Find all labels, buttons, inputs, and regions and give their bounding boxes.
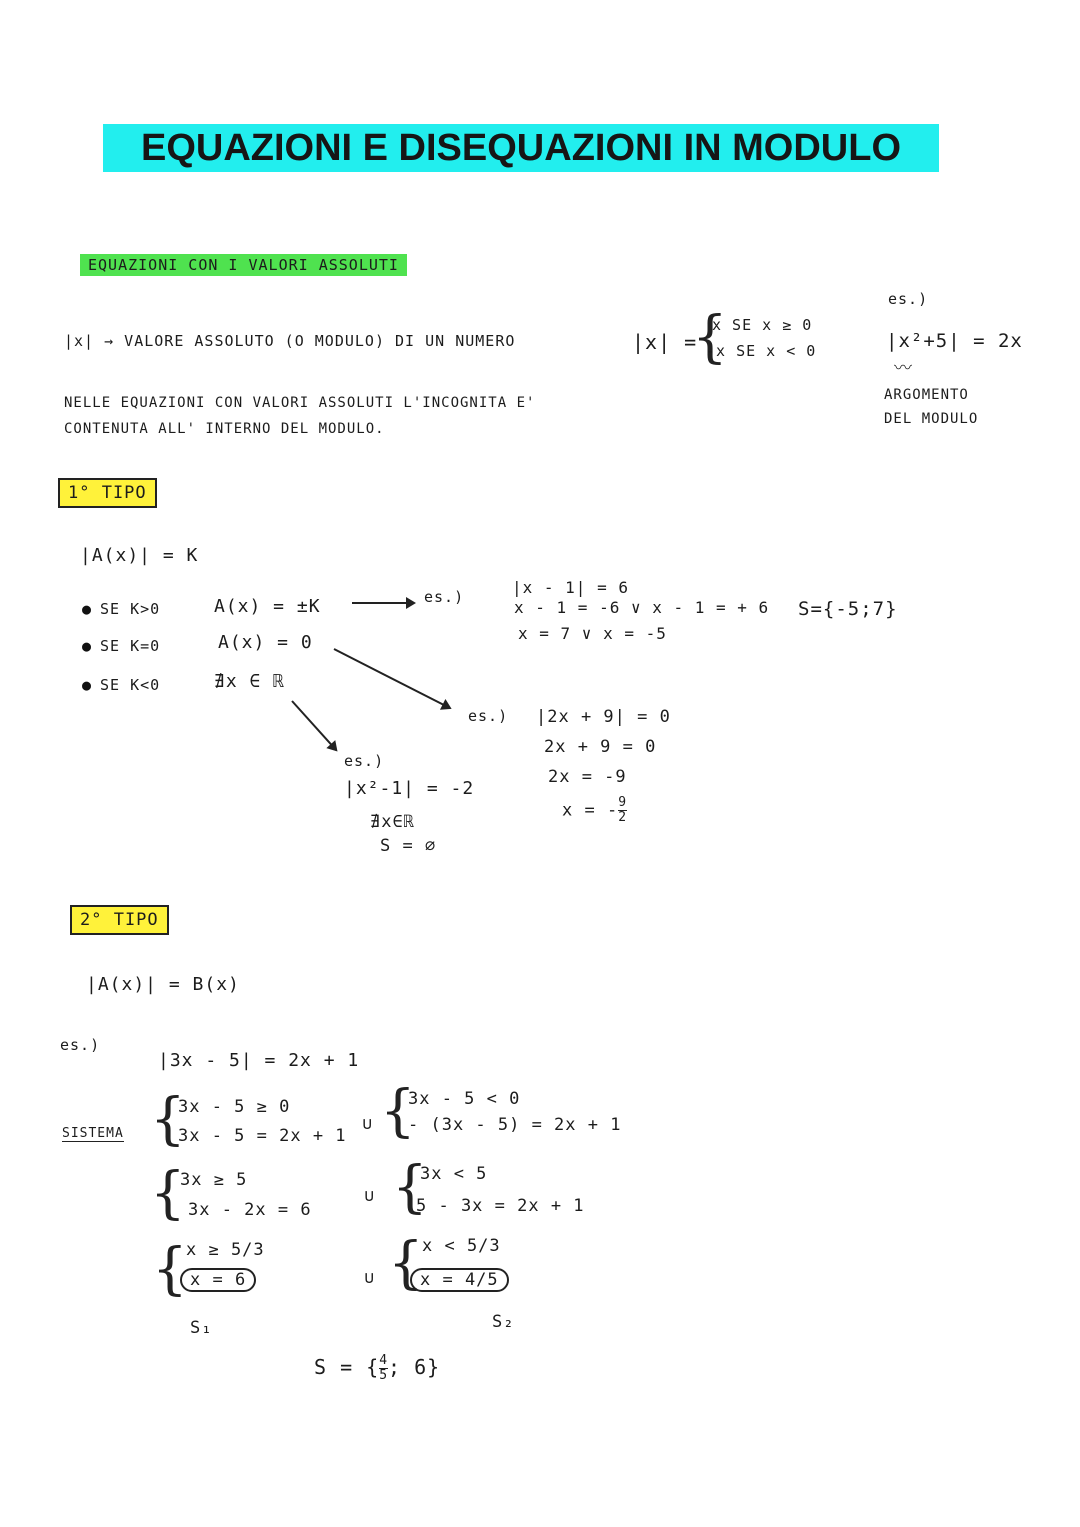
brace-r3b: { [388, 1231, 424, 1296]
ex2-line3: 2x = -9 [548, 767, 627, 787]
bullet: ● [82, 600, 93, 618]
abs-def-case1: x SE x ≥ 0 [712, 316, 813, 334]
r3b-line1: x < 5/3 [422, 1236, 501, 1256]
r1b-line1: 3x - 5 < 0 [408, 1089, 521, 1109]
tipo1-label [58, 483, 157, 503]
union-symbol: ∪ [364, 1268, 376, 1288]
brace-r2b: { [392, 1155, 428, 1220]
case3-result: ∄x ∈ ℝ [214, 671, 286, 692]
s1-label: S₁ [190, 1318, 213, 1338]
solution-circle-2: x = 4/5 [410, 1268, 509, 1292]
brace-r2a: { [150, 1161, 186, 1226]
bullet: ● [82, 637, 93, 655]
final-solution [314, 1354, 440, 1383]
abs-def-lhs: |x| = [632, 330, 698, 354]
arrow-to-example2 [334, 648, 451, 709]
case1-result: A(x) = ±K [214, 596, 321, 617]
argument-underline-wave: 〰 [894, 358, 910, 379]
tipo2-form: |A(x)| = B(x) [86, 974, 240, 995]
bullet: ● [82, 676, 93, 694]
ex1-line1: |x - 1| = 6 [512, 578, 629, 597]
ex3-line3: S = ∅ [380, 836, 437, 856]
note-line-2: CONTENUTA ALL' INTERNO DEL MODULO. [64, 421, 385, 437]
side-label-2: DEL MODULO [884, 411, 979, 427]
tipo1-case2 [82, 637, 160, 655]
r2a-line1: 3x ≥ 5 [180, 1170, 248, 1190]
ex2-line4-prefix: x = - [562, 800, 619, 821]
ex3-line1: |x²-1| = -2 [344, 778, 475, 799]
final-solution-prefix: S = { [314, 1355, 380, 1379]
tipo2-equation: |3x - 5| = 2x + 1 [158, 1050, 360, 1071]
side-label-1: ARGOMENTO [884, 387, 969, 403]
case2-condition: SE K=0 [100, 637, 161, 655]
r1b-line2: - (3x - 5) = 2x + 1 [408, 1115, 622, 1135]
ex1-tag: es.) [424, 588, 465, 606]
abs-def-brace: { [692, 305, 728, 370]
tipo2-label-box: 2° TIPO [70, 905, 169, 935]
fraction-numerator: 9 [618, 795, 628, 810]
r2b-line1: 3x < 5 [420, 1164, 488, 1184]
section-heading-highlight: EQUAZIONI CON I VALORI ASSOLUTI [80, 254, 407, 276]
brace-r1a: { [150, 1087, 186, 1152]
union-symbol: ∪ [364, 1186, 376, 1206]
tipo2-label [70, 910, 169, 930]
ex2-line2: 2x + 9 = 0 [544, 737, 657, 757]
r3b-line2 [410, 1270, 509, 1290]
final-solution-suffix: ; 6} [388, 1355, 441, 1379]
case1-condition: SE K>0 [100, 600, 161, 618]
r2a-line2: 3x - 2x = 6 [188, 1200, 312, 1220]
side-example-equation: |x²+5| = 2x [886, 330, 1023, 352]
arrow-to-example1 [352, 602, 414, 604]
tipo1-case3 [82, 676, 160, 694]
ex2-line1: |2x + 9| = 0 [536, 707, 671, 727]
s2-label: S₂ [492, 1312, 515, 1332]
ex1-solution: S={-5;7} [798, 598, 898, 620]
ex3-line2: ∄x∈ℝ [370, 812, 415, 832]
solution-circle-1: x = 6 [180, 1268, 256, 1292]
definition-text: |x| → VALORE ASSOLUTO (O MODULO) DI UN NUMERO [64, 332, 516, 350]
section-heading [80, 256, 407, 274]
fraction [618, 796, 627, 825]
r3a-line2 [180, 1270, 256, 1290]
sistema-label: SISTEMA [62, 1126, 124, 1141]
r1a-line2: 3x - 5 = 2x + 1 [178, 1126, 347, 1146]
case2-result: A(x) = 0 [218, 632, 313, 653]
page-title: EQUAZIONI E DISEQUAZIONI IN MODULO [103, 124, 939, 172]
arrow-to-example3 [291, 700, 337, 750]
r1a-line1: 3x - 5 ≥ 0 [178, 1097, 291, 1117]
ex3-tag: es.) [344, 752, 385, 770]
r3a-line1: x ≥ 5/3 [186, 1240, 265, 1260]
brace-r1b: { [380, 1079, 416, 1144]
fraction-denominator: 2 [618, 810, 628, 825]
r2b-line2: 5 - 3x = 2x + 1 [416, 1196, 585, 1216]
ex1-line2: x - 1 = -6 ∨ x - 1 = + 6 [514, 598, 770, 617]
note-line-1: NELLE EQUAZIONI CON VALORI ASSOLUTI L'INCOGNITA E' [64, 395, 536, 411]
side-example-tag: es.) [888, 290, 929, 308]
union-symbol: ∪ [362, 1114, 374, 1134]
case3-condition: SE K<0 [100, 676, 161, 694]
ex2-tag: es.) [468, 707, 509, 725]
tipo1-form: |A(x)| = K [80, 545, 199, 566]
tipo1-label-box: 1° TIPO [58, 478, 157, 508]
fraction [379, 1354, 388, 1383]
tipo1-case1 [82, 600, 160, 618]
tipo2-es-tag: es.) [60, 1036, 101, 1054]
fraction-numerator: 4 [379, 1353, 389, 1368]
brace-r3a: { [152, 1237, 188, 1302]
ex2-line4 [562, 796, 627, 825]
abs-def-case2: -x SE x < 0 [706, 342, 817, 360]
ex1-line3: x = 7 ∨ x = -5 [518, 624, 667, 643]
fraction-denominator: 5 [379, 1368, 389, 1383]
